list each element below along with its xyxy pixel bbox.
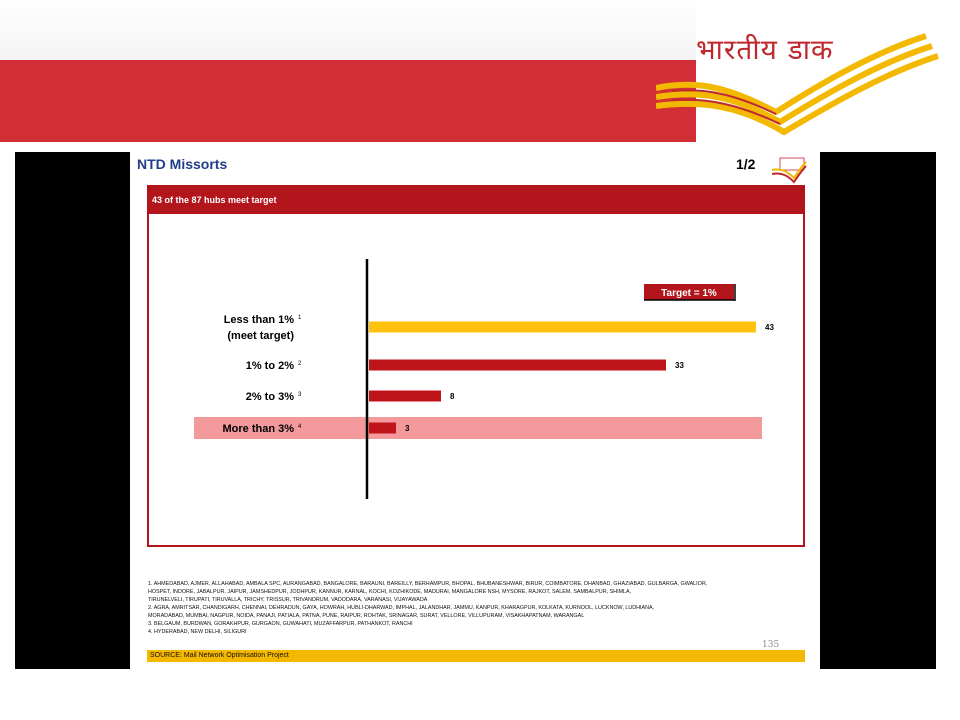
footnote-line: 4. HYDERABAD, NEW DELHI, SILIGURI — [148, 629, 247, 635]
footnote-line: 3. BELGAUM, BURDWAN, GORAKHPUR, GURGAON, GUWAHATI, MUZAFFARPUR, PATHANKOT, RANCHI — [148, 621, 413, 627]
footnote-line: TIRUNELVELI, TIRUPATI, TIRUVALLA, TRICHY, TRISSUR, TRIVANDRUM, VADODARA, VARANASI, VIJAYAWADA — [148, 597, 428, 603]
target-annotation: Target = 1% — [661, 288, 717, 299]
chart-panel — [147, 185, 805, 547]
slide — [130, 152, 820, 669]
slide-frame-right — [820, 152, 936, 669]
india-post-mini-logo-icon — [770, 156, 808, 184]
data-label: 8 — [450, 392, 455, 401]
logo-text: भारतीय डाक — [696, 33, 834, 66]
footnote-line: MORADABAD, MUMBAI, NAGPUR, NOIDA, PANAJI, PATIALA, PATNA, PUNE, RAIPUR, ROHTAK, SRINAGAR, SURAT, VELLORE, VILLUPURAM, VISAKHAPATNAM, WARANGAL — [148, 613, 585, 619]
india-post-logo-graphic — [656, 0, 960, 142]
missort-bar-chart — [149, 187, 803, 545]
header-banner — [0, 0, 960, 142]
category-label: 2% to 3% — [245, 391, 294, 403]
page-indicator: 1/2 — [736, 156, 756, 172]
footnote-ref: 4 — [298, 424, 302, 430]
footnote-line: HOSPET, INDORE, JABALPUR, JAIPUR, JAMSHEDPUR, JODHPUR, KANNUR, KARNAL, KOCHI, KOZHIKODE, MADURAI, MANGALORE NSH, MYSORE, RAJKOT, SALEM, SAMBALPUR, SHIMLA, — [148, 589, 632, 595]
data-label: 43 — [765, 323, 774, 332]
category-label: Less than 1% — [223, 314, 294, 326]
panel-header: 43 of the 87 hubs meet target — [149, 187, 803, 214]
category-label: 1% to 2% — [245, 360, 294, 372]
slide-frame-left — [15, 152, 130, 669]
data-label: 3 — [405, 424, 410, 433]
footnote-line: 2. AGRA, AMRITSAR, CHANDIGARH, CHENNAI, DEHRADUN, GAYA, HOWRAH, HUBLI-DHARWAD, IMPHAL, JALANDHAR, JAMMU, KANPUR, KHARAGPUR, KOLKATA, KURNOOL, LUCKNOW, LUDHIANA, — [148, 605, 655, 611]
india-post-logo — [656, 0, 960, 142]
page-number: 135 — [762, 640, 780, 650]
category-label: (meet target) — [227, 330, 294, 342]
category-label: More than 3% — [222, 423, 294, 435]
footnote-ref: 1 — [298, 315, 302, 321]
bar — [369, 360, 666, 371]
bar — [369, 322, 756, 333]
bar — [369, 391, 441, 402]
slide-title: NTD Missorts — [137, 156, 228, 172]
source-note: SOURCE: Mail Network Optimisation Project — [147, 650, 805, 662]
data-label: 33 — [675, 361, 684, 370]
footnotes — [148, 580, 788, 636]
bar — [369, 423, 396, 434]
footnote-line: 1. AHMEDABAD, AJMER, ALLAHABAD, AMBALA SPC, AURANGABAD, BANGALORE, BARAUNI, BAREILLY, BERHAMPUR, BHOPAL, BHUBANESHWAR, BIRUR, COIMBATORE, DHANBAD, GHAZIABAD, GULBARGA, GWALIOR, — [148, 581, 708, 587]
footnote-ref: 3 — [298, 392, 302, 398]
footnote-ref: 2 — [298, 361, 302, 367]
